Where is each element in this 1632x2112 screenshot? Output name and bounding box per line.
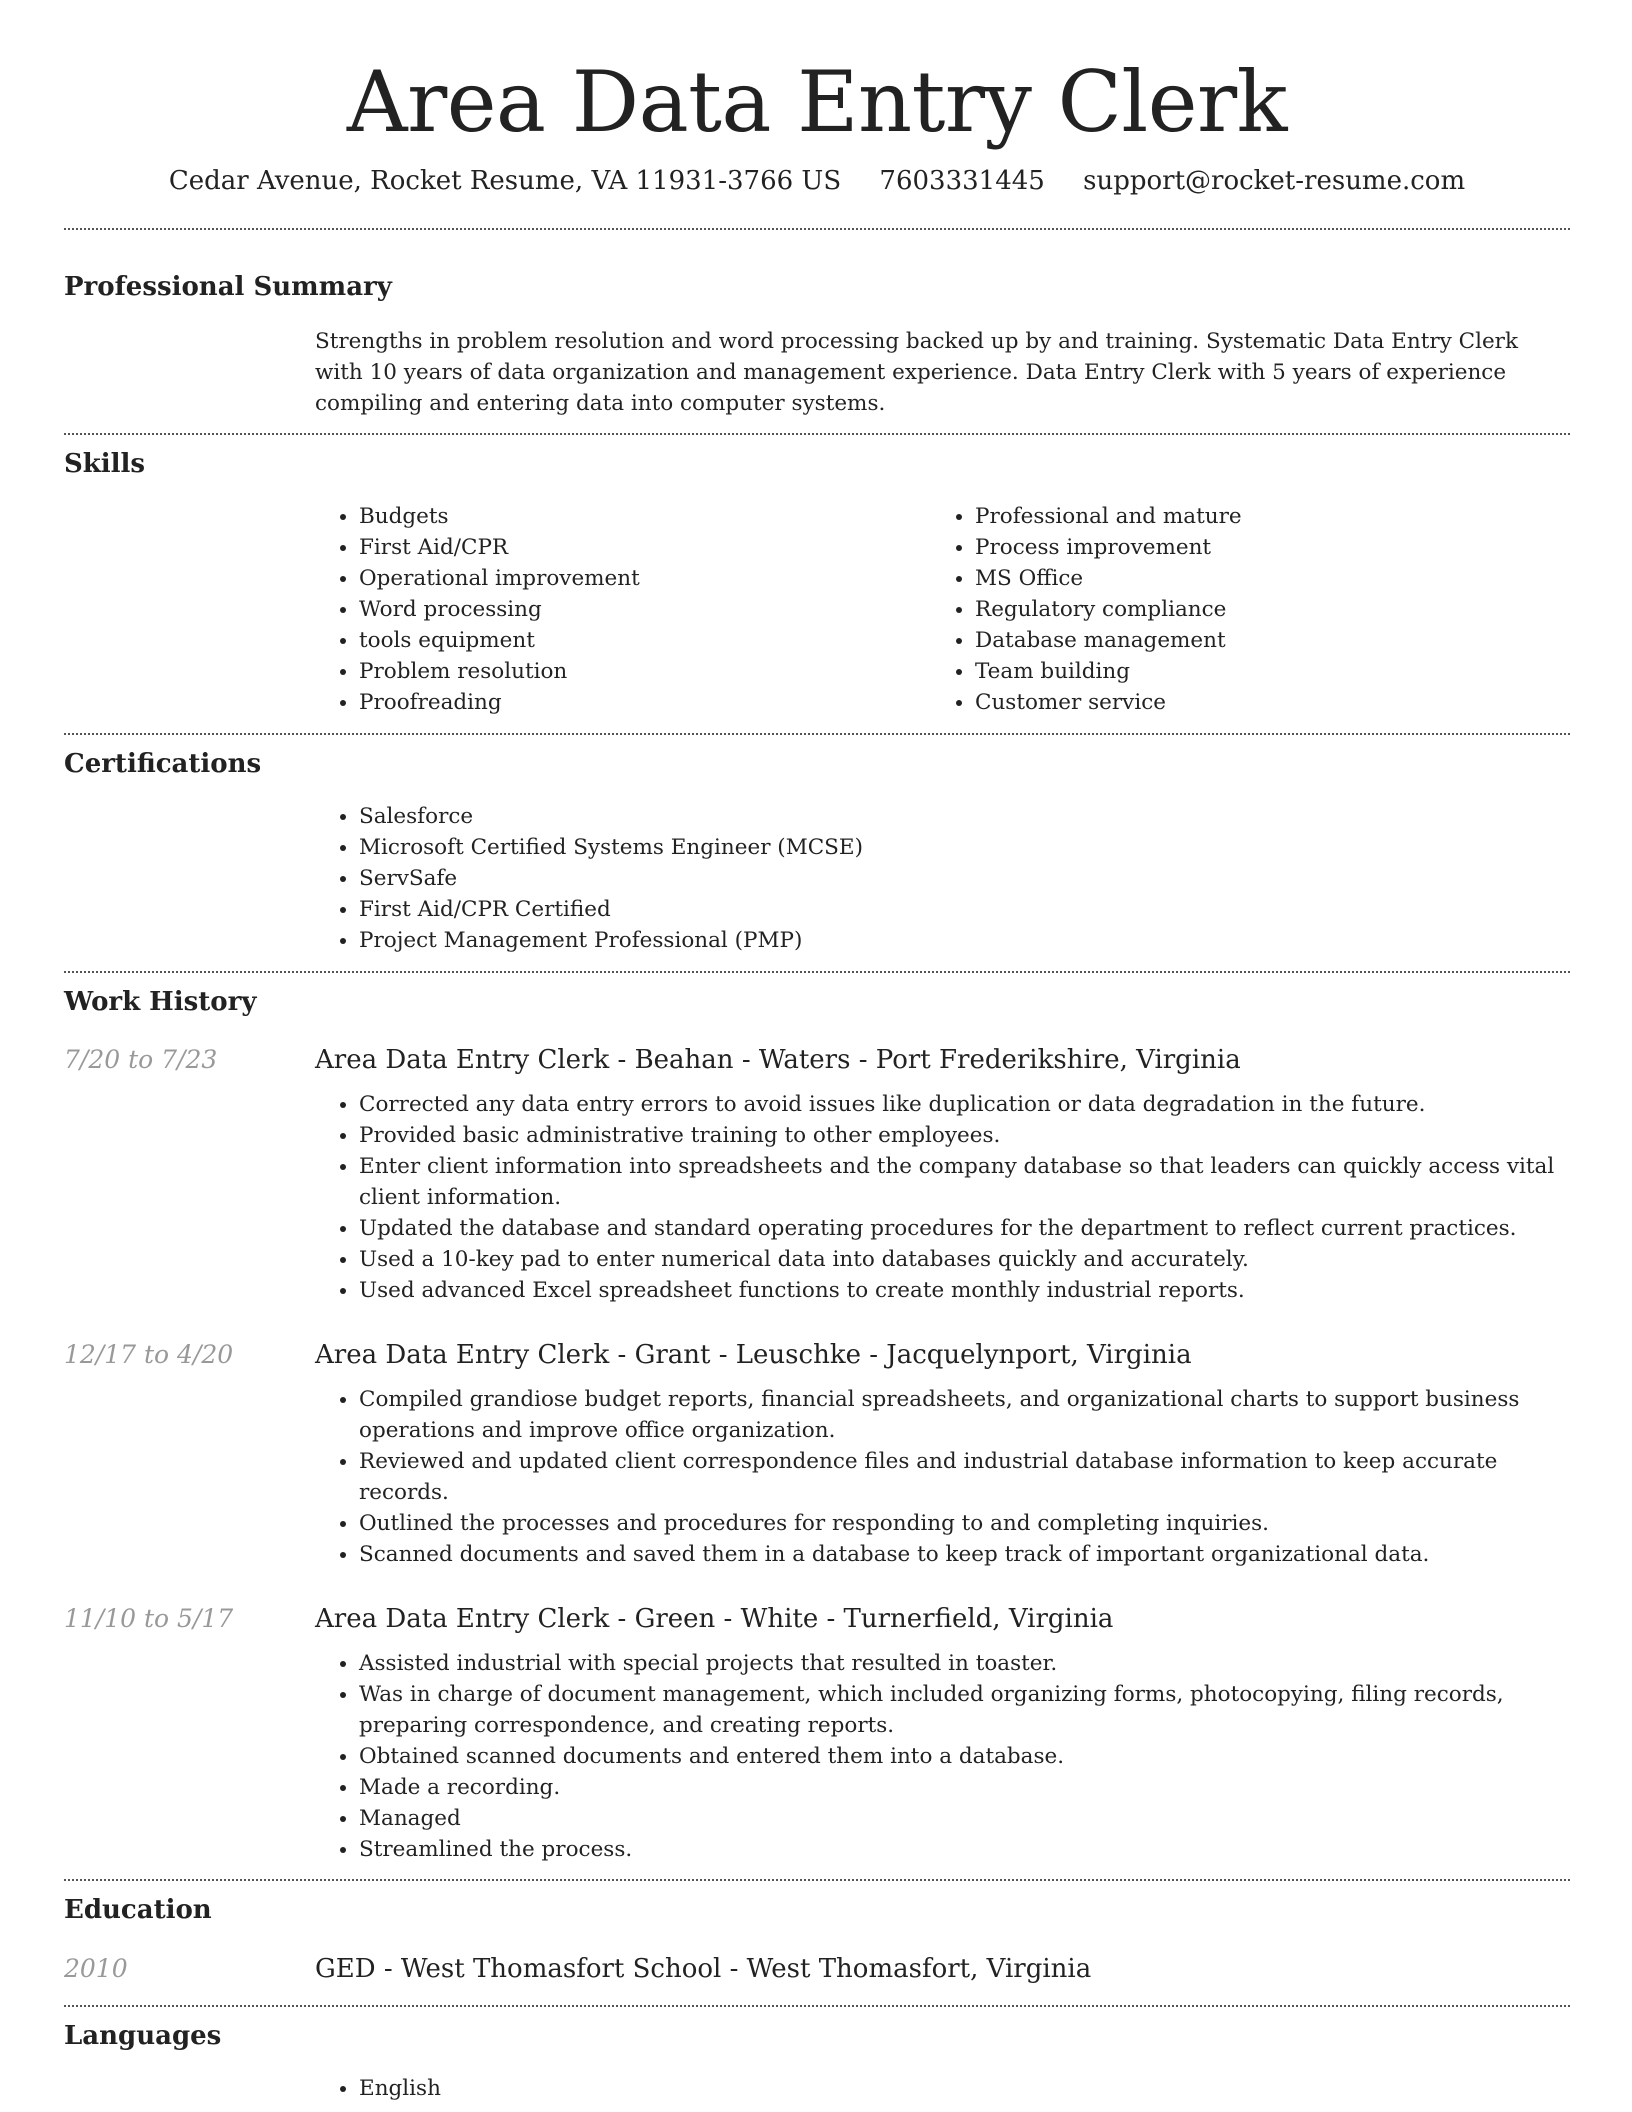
education-year: 2010 (64, 1954, 128, 1984)
certification-item: • Salesforce (359, 801, 1570, 832)
job-bullet: • Outlined the processes and procedures for responding to and completing inquiries. (359, 1508, 1570, 1539)
job-bullet-list (315, 1089, 1570, 1306)
skill-item: • Budgets (359, 501, 931, 532)
contact-email: support@rocket-resume.com (1083, 166, 1466, 197)
skill-item: • Process improvement (975, 532, 1547, 563)
contact-line (64, 166, 1570, 196)
skill-item: • Operational improvement (359, 563, 931, 594)
skills-columns (315, 501, 1570, 718)
job-bullet: • Used a 10-key pad to enter numerical data into databases quickly and accurately. (359, 1244, 1570, 1275)
job-bullet: • Enter client information into spreadsheets and the company database so that leaders can quickly access vital client information. (359, 1151, 1570, 1213)
skills-section (64, 435, 1570, 718)
job-bullet: • Streamlined the process. (359, 1834, 1570, 1865)
certification-item: • ServSafe (359, 863, 1570, 894)
resume-name: Area Data Entry Clerk (346, 53, 1288, 151)
job-bullet: • Used advanced Excel spreadsheet functions to create monthly industrial reports. (359, 1275, 1570, 1306)
skills-list-right (931, 501, 1547, 718)
job-title: Area Data Entry Clerk - Green - White - Turnerfield, Virginia (315, 1604, 1114, 1635)
certifications-list (315, 801, 1570, 956)
skill-item: • Problem resolution (359, 656, 931, 687)
job-bullet: • Was in charge of document management, which included organizing forms, photocopying, filing records, preparing correspondence, and creating reports. (359, 1679, 1570, 1741)
job-bullet: • Provided basic administrative training to other employees. (359, 1120, 1570, 1151)
skill-item: • Professional and mature (975, 501, 1547, 532)
work-history-heading: Work History (64, 987, 257, 1018)
job-bullet: • Obtained scanned documents and entered them into a database. (359, 1741, 1570, 1772)
job-title: Area Data Entry Clerk - Beahan - Waters - Port Frederikshire, Virginia (315, 1045, 1241, 1076)
job-bullet: • Updated the database and standard operating procedures for the department to reflect current practices. (359, 1213, 1570, 1244)
job-bullet: • Assisted industrial with special projects that resulted in toaster. (359, 1648, 1570, 1679)
languages-section (64, 2007, 1570, 2104)
skill-item: • Customer service (975, 687, 1547, 718)
education-entry (64, 1954, 1570, 1984)
certifications-heading: Certifications (64, 749, 262, 780)
job-bullet-list (315, 1648, 1570, 1865)
resume-page (64, 0, 1570, 2104)
job-dates: 11/10 to 5/17 (64, 1604, 234, 1634)
work-history-section (64, 973, 1570, 1865)
job-entry (64, 1045, 1570, 1306)
job-dates: 12/17 to 4/20 (64, 1340, 234, 1370)
job-entry (64, 1340, 1570, 1570)
languages-list (315, 2073, 1570, 2104)
skill-item: • Word processing (359, 594, 931, 625)
job-bullet: • Managed (359, 1803, 1570, 1834)
contact-address: Cedar Avenue, Rocket Resume, VA 11931-3766 US (168, 166, 842, 197)
language-item: • English (359, 2073, 1570, 2104)
job-bullet: • Made a recording. (359, 1772, 1570, 1803)
certification-item: • Project Management Professional (PMP) (359, 925, 1570, 956)
education-title: GED - West Thomasfort School - West Thomasfort, Virginia (315, 1954, 1092, 1985)
skill-item: • Team building (975, 656, 1547, 687)
jobs-list (64, 1045, 1570, 1865)
job-bullet: • Corrected any data entry errors to avoid issues like duplication or data degradation in the future. (359, 1089, 1570, 1120)
certification-item: • First Aid/CPR Certified (359, 894, 1570, 925)
skill-item: • tools equipment (359, 625, 931, 656)
summary-heading: Professional Summary (64, 272, 392, 303)
skill-item: • MS Office (975, 563, 1547, 594)
education-section (64, 1881, 1570, 1984)
job-bullet-list (315, 1384, 1570, 1570)
skill-item: • Proofreading (359, 687, 931, 718)
job-bullet: • Compiled grandiose budget reports, financial spreadsheets, and organizational charts to support business operations and improve office organization. (359, 1384, 1570, 1446)
skill-item: • Regulatory compliance (975, 594, 1547, 625)
job-dates: 7/20 to 7/23 (64, 1045, 218, 1075)
certifications-section (64, 735, 1570, 956)
summary-text: Strengths in problem resolution and word processing backed up by and training. Systematic Data Entry Clerk with 10 years of data organization and management experience. Data Entry Clerk with 5 years of experience compiling and entering data into computer systems. (315, 329, 1518, 417)
skill-item: • Database management (975, 625, 1547, 656)
job-bullet: • Scanned documents and saved them in a database to keep track of important organizational data. (359, 1539, 1570, 1570)
contact-phone: 7603331445 (879, 166, 1045, 197)
job-title: Area Data Entry Clerk - Grant - Leuschke - Jacquelynport, Virginia (315, 1340, 1192, 1371)
job-bullet: • Reviewed and updated client correspondence files and industrial database information to keep accurate records. (359, 1446, 1570, 1508)
skills-heading: Skills (64, 449, 146, 480)
skills-list-left (315, 501, 931, 718)
skill-item: • First Aid/CPR (359, 532, 931, 563)
education-heading: Education (64, 1895, 212, 1926)
job-entry (64, 1604, 1570, 1865)
languages-heading: Languages (64, 2021, 222, 2052)
certification-item: • Microsoft Certified Systems Engineer (MCSE) (359, 832, 1570, 863)
summary-section (64, 230, 1570, 419)
